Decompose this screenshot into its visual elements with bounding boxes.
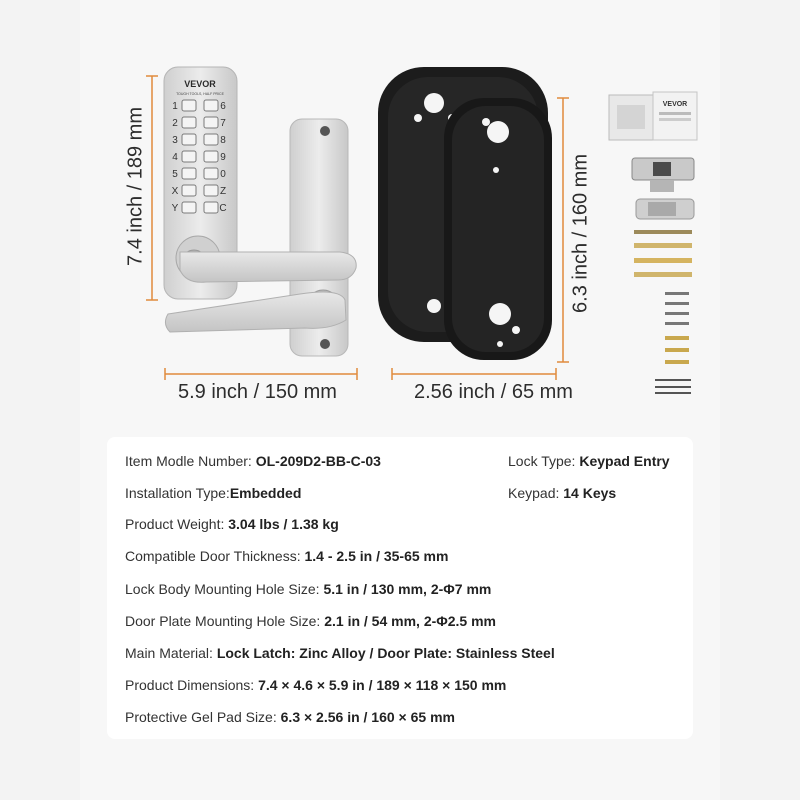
keypad-key-label: Y [171, 203, 179, 214]
keypad-key-label: 6 [220, 101, 226, 112]
spec-label: Keypad: [508, 485, 564, 501]
keypad-key-label: 0 [220, 169, 226, 180]
keypad-key-label: X [171, 186, 179, 197]
keypad-key-label: 2 [172, 118, 178, 129]
keypad-key-label: 7 [220, 118, 226, 129]
keypad-key-1 [182, 100, 196, 111]
keypad-key-z [204, 185, 218, 196]
spec-label: Lock Body Mounting Hole Size: [125, 581, 324, 597]
lock-width-label: 5.9 inch / 150 mm [178, 381, 337, 403]
brand-logo: VEVOR [184, 79, 216, 89]
spec-label: Door Plate Mounting Hole Size: [125, 613, 325, 629]
gel-pad-front [444, 98, 552, 360]
specifications-card [107, 437, 693, 739]
spec-value: Lock Latch: Zinc Alloy / Door Plate: Stainless Steel [216, 645, 555, 661]
keypad-key-3 [182, 134, 196, 145]
keypad-key-0 [204, 168, 218, 179]
lock-height-label: 7.4 inch / 189 mm [124, 107, 147, 266]
spec-main-material [125, 645, 555, 661]
lock-height-dimension-line [146, 76, 158, 300]
manual [653, 92, 697, 140]
pad-height-label: 6.3 inch / 160 mm [569, 154, 592, 313]
spec-label: Installation Type: [125, 485, 230, 501]
spec-value: Keypad Entry [579, 453, 670, 469]
spec-door-thickness [125, 548, 448, 564]
spec-label: Product Dimensions: [125, 677, 259, 693]
spec-label: Lock Type: [508, 453, 580, 469]
spec-label: Item Modle Number: [125, 453, 256, 469]
spindle [634, 230, 692, 234]
lock-width-dimension-line [165, 368, 357, 380]
keypad-key-y [182, 202, 196, 213]
keypad-key-7 [204, 117, 218, 128]
keypad-key-c [204, 202, 218, 213]
spec-label: Protective Gel Pad Size: [125, 709, 281, 725]
pad-width-dimension-line [392, 368, 556, 380]
keypad-key-2 [182, 117, 196, 128]
accessories [609, 92, 697, 394]
spec-value: 2.1 in / 54 mm, 2-Φ2.5 mm [324, 613, 497, 629]
spec-value: 5.1 in / 130 mm, 2-Φ7 mm [323, 581, 492, 597]
keypad-key-8 [204, 134, 218, 145]
spec-door-plate-hole [125, 613, 496, 629]
pad-height-dimension-line [557, 98, 569, 362]
keypad-key-label: C [219, 203, 227, 214]
spec-weight [125, 516, 339, 532]
spec-value: 6.3 × 2.56 in / 160 × 65 mm [280, 709, 455, 725]
keypad-key-x [182, 185, 196, 196]
spec-keypad [508, 485, 616, 501]
manual-brand: VEVOR [662, 101, 688, 108]
spec-value: OL-209D2-BB-C-03 [255, 453, 381, 469]
upper-lever [180, 252, 356, 282]
keypad-key-label: 3 [172, 135, 178, 146]
keypad-key-label: 4 [172, 152, 178, 163]
spec-value: 7.4 × 4.6 × 5.9 in / 189 × 118 × 150 mm [258, 677, 507, 693]
spec-gel-pad-size [125, 709, 455, 725]
spec-lock-body-hole [125, 581, 491, 597]
spec-value: 3.04 lbs / 1.38 kg [228, 516, 339, 532]
spec-label: Compatible Door Thickness: [125, 548, 305, 564]
keypad-key-9 [204, 151, 218, 162]
brand-tagline: TOUGH TOOLS, HALF PRICE [176, 92, 224, 96]
pad-width-label: 2.56 inch / 65 mm [414, 381, 573, 403]
spec-installation-type [125, 485, 301, 501]
spec-label: Product Weight: [125, 516, 229, 532]
keypad-key-label: 9 [220, 152, 226, 163]
spec-item-model [125, 453, 381, 469]
keypad-key-label: 1 [172, 101, 178, 112]
keypad-key-6 [204, 100, 218, 111]
spec-value: 14 Keys [563, 485, 617, 501]
keypad-key-label: 5 [172, 169, 178, 180]
spec-lock-type [508, 453, 670, 469]
keypad-key-5 [182, 168, 196, 179]
keypad-key-label: Z [219, 186, 227, 197]
spec-value: Embedded [229, 485, 302, 501]
keypad-key-label: 8 [220, 135, 226, 146]
keypad-key-4 [182, 151, 196, 162]
spec-value: 1.4 - 2.5 in / 35-65 mm [304, 548, 449, 564]
spec-product-dimensions [125, 677, 506, 693]
spec-label: Main Material: [125, 645, 217, 661]
